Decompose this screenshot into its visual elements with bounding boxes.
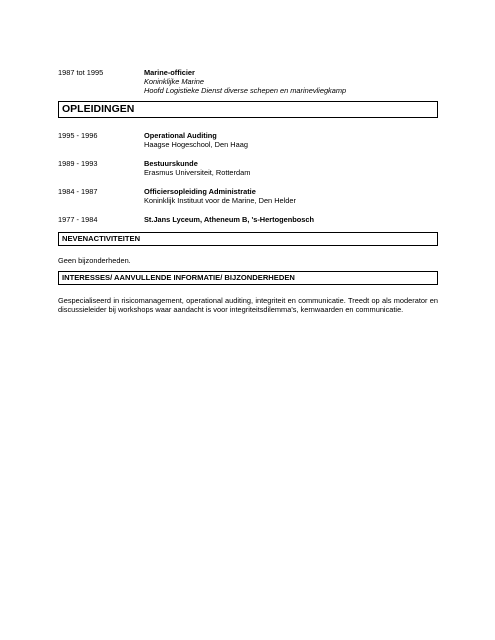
education-institution: Koninklijk Instituut voor de Marine, Den Helder (144, 196, 296, 205)
education-entry (58, 187, 438, 205)
education-date: 1977 - 1984 (58, 215, 98, 224)
education-title: Bestuurskunde (144, 159, 198, 168)
education-entry (58, 159, 438, 177)
work-description (144, 68, 438, 95)
education-entry (58, 215, 438, 224)
education-title: Operational Auditing (144, 131, 217, 140)
work-employer: Koninklijke Marine (144, 77, 204, 86)
education-title: St.Jans Lyceum, Atheneum B, 's-Hertogenbosch (144, 215, 314, 224)
section-header-opleidingen: OPLEIDINGEN (58, 101, 438, 118)
education-institution: Erasmus Universiteit, Rotterdam (144, 168, 251, 177)
nevenactiviteiten-text: Geen bijzonderheden. (58, 256, 131, 265)
section-header-nevenactiviteiten: NEVENACTIVITEITEN (58, 232, 438, 246)
education-description (144, 215, 438, 224)
education-title: Officiersopleiding Administratie (144, 187, 256, 196)
education-institution: Haagse Hogeschool, Den Haag (144, 140, 248, 149)
education-description (144, 159, 438, 177)
work-entry (58, 68, 438, 95)
education-date: 1995 - 1996 (58, 131, 98, 140)
work-date: 1987 tot 1995 (58, 68, 104, 77)
section-header-interesses: INTERESSES/ AANVULLENDE INFORMATIE/ BIJZONDERHEDEN (58, 271, 438, 285)
interesses-text: Gespecialiseerd in risicomanagement, operational auditing, integriteit en communicatie. Treedt op als moderator en discussieleider bij workshops waar aandacht is voor integriteitsdilemma's, kernwaarden en communicatie. (58, 296, 438, 314)
education-description (144, 131, 438, 149)
work-role: Hoofd Logistieke Dienst diverse schepen en marinevliegkamp (144, 86, 347, 95)
education-entry (58, 131, 438, 149)
work-title: Marine-officier (144, 68, 195, 77)
resume-page (58, 68, 438, 314)
education-description (144, 187, 438, 205)
education-date: 1989 - 1993 (58, 159, 98, 168)
education-date: 1984 - 1987 (58, 187, 98, 196)
